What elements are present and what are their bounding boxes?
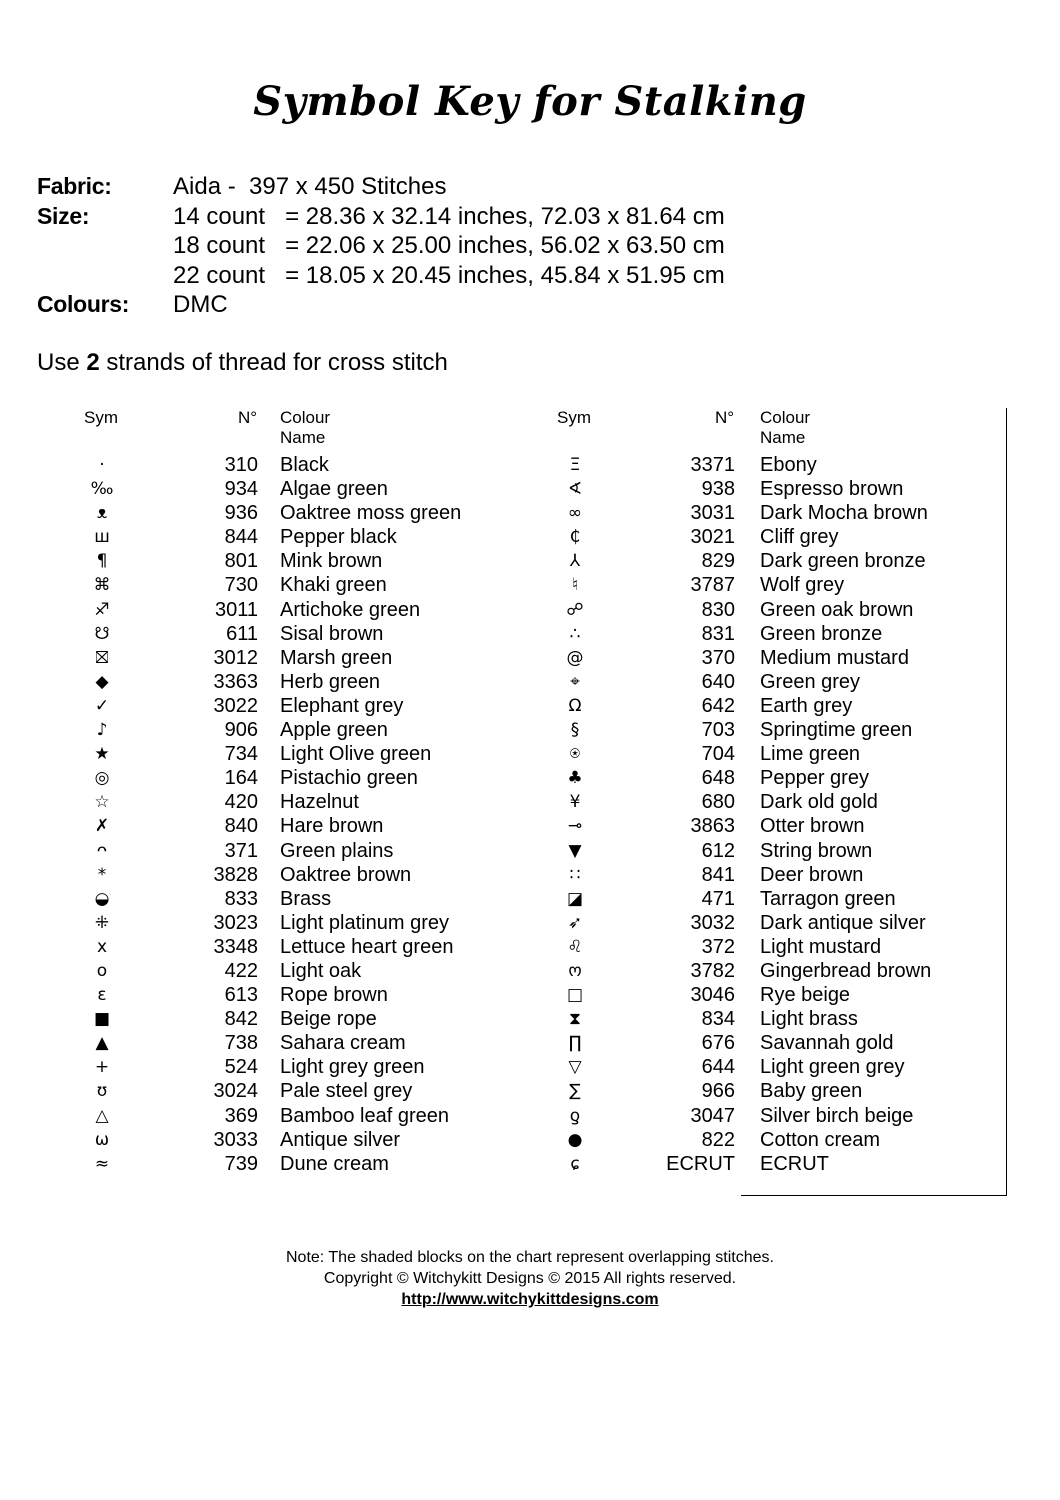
colour-name-cell: Lettuce heart green bbox=[280, 935, 454, 958]
colour-name-cell: Lime green bbox=[760, 743, 861, 766]
symbol-cell: ⁜ bbox=[94, 912, 110, 933]
symbol-cell: ☍ bbox=[566, 599, 584, 620]
symbol-cell: Ω bbox=[568, 695, 582, 716]
symbol-cell: ∞ bbox=[567, 503, 583, 524]
header-num: N° bbox=[238, 408, 258, 427]
colour-name-cell: Otter brown bbox=[760, 815, 865, 838]
number-cell: 3022 bbox=[213, 694, 258, 717]
number-cell: 966 bbox=[701, 1080, 735, 1103]
number-cell: 3046 bbox=[690, 984, 735, 1007]
number-cell: 3371 bbox=[690, 454, 735, 476]
symbol-cell: ♐ bbox=[94, 599, 110, 620]
colour-name-cell: Algae green bbox=[280, 478, 388, 501]
colour-name-cell: Khaki green bbox=[280, 574, 387, 597]
number-cell: 703 bbox=[701, 719, 735, 742]
website-link[interactable]: http://www.witchykittdesigns.com bbox=[401, 1291, 659, 1308]
number-cell: 369 bbox=[224, 1104, 258, 1127]
symbol-cell: ⍟ bbox=[569, 744, 581, 765]
colour-name-cell: Sisal brown bbox=[280, 622, 384, 645]
spec-label bbox=[37, 261, 173, 291]
spec-value: 22 count = 18.05 x 20.45 inches, 45.84 x 51.95 cm bbox=[173, 261, 725, 289]
number-cell: 739 bbox=[224, 1152, 258, 1175]
colour-name-cell: Dark Mocha brown bbox=[760, 502, 928, 525]
colour-name-cell: Pepper grey bbox=[760, 767, 869, 790]
number-cell: 310 bbox=[224, 454, 258, 476]
header-name: Colour Name bbox=[760, 408, 811, 447]
strands-after: strands of thread for cross stitch bbox=[99, 349, 448, 376]
colour-name-cell: Marsh green bbox=[280, 646, 393, 669]
number-cell: 3782 bbox=[690, 959, 735, 982]
colour-name-cell: Savannah gold bbox=[760, 1032, 894, 1055]
colour-name-cell: Pistachio green bbox=[280, 767, 418, 790]
symbol-cell: ♪ bbox=[96, 720, 108, 741]
number-cell: 3828 bbox=[213, 863, 258, 886]
colour-name-cell: Dark antique silver bbox=[760, 911, 926, 934]
number-cell: 648 bbox=[701, 767, 735, 790]
colour-name-cell: Ebony bbox=[760, 454, 817, 476]
number-cell: 936 bbox=[224, 502, 258, 525]
symbol-cell: + bbox=[94, 1057, 110, 1078]
colour-name-cell: Springtime green bbox=[760, 719, 913, 742]
colour-name-cell: Light platinum grey bbox=[280, 911, 449, 934]
number-cell: 640 bbox=[701, 670, 735, 693]
symbol-cell: ‰ bbox=[90, 479, 114, 500]
colour-name-cell: Bamboo leaf green bbox=[280, 1104, 450, 1127]
symbol-cell: ♣ bbox=[567, 768, 583, 789]
symbol-cell: ∏ bbox=[568, 1033, 582, 1054]
symbol-cell: ƍ bbox=[569, 1105, 581, 1126]
table-border-right bbox=[1006, 408, 1007, 1196]
number-cell: 3348 bbox=[213, 935, 258, 958]
number-cell: 738 bbox=[224, 1032, 258, 1055]
colour-name-cell: ECRUT bbox=[760, 1152, 829, 1175]
header-sym: Sym bbox=[557, 408, 591, 427]
symbol-cell: Ξ bbox=[569, 455, 581, 475]
symbol-cell: ◪ bbox=[566, 888, 584, 909]
symbol-cell: ▲ bbox=[95, 1033, 109, 1054]
header-sym: Sym bbox=[84, 408, 118, 427]
number-cell: 934 bbox=[224, 478, 258, 501]
table-border-bottom bbox=[741, 1195, 1007, 1196]
number-cell: ECRUT bbox=[666, 1152, 735, 1175]
symbol-cell: ∷ bbox=[569, 864, 581, 885]
number-cell: 842 bbox=[224, 1008, 258, 1031]
symbol-cell: ≈ bbox=[94, 1153, 110, 1174]
symbol-cell: ₵ bbox=[569, 527, 581, 548]
number-cell: 372 bbox=[701, 935, 735, 958]
number-cell: 471 bbox=[701, 887, 735, 910]
colour-name-cell: Black bbox=[280, 454, 329, 476]
symbol-cell: * bbox=[97, 864, 107, 885]
symbol-cell: ⌖ bbox=[570, 671, 580, 692]
number-cell: 822 bbox=[701, 1128, 735, 1151]
number-cell: 938 bbox=[701, 478, 735, 501]
colour-name-cell: Dark old gold bbox=[760, 791, 878, 814]
colour-name-cell: Antique silver bbox=[280, 1128, 401, 1151]
spec-value: DMC bbox=[173, 291, 228, 318]
colour-name-cell: Light grey green bbox=[280, 1056, 425, 1079]
header-num: N° bbox=[715, 408, 735, 427]
number-cell: 371 bbox=[224, 839, 258, 862]
symbol-cell: ᴖ bbox=[96, 840, 108, 861]
number-cell: 3363 bbox=[213, 670, 258, 693]
colour-name-cell: Green grey bbox=[760, 670, 861, 693]
colour-name-cell: Wolf grey bbox=[760, 574, 845, 597]
number-cell: 611 bbox=[226, 622, 258, 645]
number-cell: 524 bbox=[224, 1056, 258, 1079]
symbol-cell: ω bbox=[94, 1129, 110, 1150]
number-cell: 801 bbox=[224, 550, 258, 573]
colour-name-cell: Silver birch beige bbox=[760, 1104, 914, 1127]
number-cell: 680 bbox=[701, 791, 735, 814]
spec-row-colours bbox=[37, 290, 725, 320]
pattern-specs bbox=[37, 172, 725, 320]
number-cell: 644 bbox=[701, 1056, 735, 1079]
number-cell: 906 bbox=[224, 719, 258, 742]
symbol-cell: o bbox=[96, 960, 108, 981]
header-name: Colour Name bbox=[280, 408, 331, 447]
number-cell: 841 bbox=[701, 863, 735, 886]
symbol-cell: ■ bbox=[93, 1009, 111, 1030]
colour-name-cell: Apple green bbox=[280, 719, 388, 742]
colour-name-cell: Medium mustard bbox=[760, 646, 909, 669]
colour-name-cell: Hazelnut bbox=[280, 791, 359, 814]
colour-name-cell: String brown bbox=[760, 839, 873, 862]
colour-name-cell: Light mustard bbox=[760, 935, 882, 958]
spec-label: Fabric: bbox=[37, 173, 112, 199]
colour-name-cell: Cotton cream bbox=[760, 1128, 881, 1151]
strands-count: 2 bbox=[86, 349, 100, 376]
symbol-cell: ⌘ bbox=[93, 575, 111, 596]
number-cell: 3011 bbox=[214, 598, 258, 621]
symbol-cell: ☆ bbox=[94, 792, 110, 813]
colour-name-cell: Herb green bbox=[280, 670, 381, 693]
symbol-cell: · bbox=[99, 455, 105, 475]
spec-value: 14 count = 28.36 x 32.14 inches, 72.03 x 81.64 cm bbox=[173, 202, 725, 230]
symbol-cell: § bbox=[570, 720, 580, 741]
number-cell: 676 bbox=[701, 1032, 735, 1055]
symbol-cell: ◎ bbox=[94, 768, 110, 789]
number-cell: 3047 bbox=[690, 1104, 735, 1127]
number-cell: 833 bbox=[224, 887, 258, 910]
symbol-cell: ∴ bbox=[569, 623, 581, 644]
symbol-cell: ⧗ bbox=[569, 1009, 581, 1030]
number-cell: 3033 bbox=[213, 1128, 258, 1151]
colour-name-cell: Sahara cream bbox=[280, 1032, 406, 1055]
symbol-cell: ★ bbox=[94, 744, 110, 765]
footer-copyright: Copyright © Witchykitt Designs © 2015 All rights reserved. bbox=[323, 1270, 737, 1287]
colour-name-cell: Dune cream bbox=[280, 1152, 389, 1175]
colour-name-cell: Green oak brown bbox=[760, 598, 914, 621]
symbol-cell: ∢ bbox=[567, 479, 583, 500]
colour-name-cell: Brass bbox=[280, 887, 332, 910]
number-cell: 840 bbox=[224, 815, 258, 838]
symbol-cell: ◒ bbox=[94, 888, 110, 909]
symbol-cell: ∑ bbox=[569, 1081, 581, 1102]
colour-name-cell: Cliff grey bbox=[760, 526, 839, 549]
symbol-cell: ო bbox=[568, 960, 582, 981]
colour-name-cell: Pepper black bbox=[280, 526, 397, 549]
number-cell: 3031 bbox=[690, 502, 735, 525]
spec-value: 18 count = 22.06 x 25.00 inches, 56.02 x 63.50 cm bbox=[173, 232, 725, 259]
symbol-cell: x bbox=[96, 936, 108, 957]
number-cell: 3023 bbox=[213, 911, 258, 934]
number-cell: 3021 bbox=[690, 526, 735, 549]
spec-label: Size: bbox=[37, 202, 90, 229]
number-cell: 420 bbox=[224, 791, 258, 814]
number-cell: 612 bbox=[701, 839, 735, 862]
number-cell: 704 bbox=[701, 743, 735, 766]
colour-name-cell: Hare brown bbox=[280, 815, 384, 838]
colour-name-cell: Rope brown bbox=[280, 984, 388, 1007]
number-cell: 834 bbox=[701, 1008, 735, 1031]
colour-name-cell: Light Olive green bbox=[280, 743, 432, 766]
spec-label bbox=[37, 231, 173, 261]
colour-name-cell: Mink brown bbox=[280, 550, 383, 573]
number-cell: 370 bbox=[701, 646, 735, 669]
symbol-cell: ᴥ bbox=[96, 503, 108, 524]
colour-name-cell: Gingerbread brown bbox=[760, 959, 932, 982]
spec-row-size-14 bbox=[37, 202, 725, 232]
colour-name-cell: Oaktree brown bbox=[280, 863, 412, 886]
symbol-cell: ▼ bbox=[568, 840, 582, 861]
colour-name-cell: Light brass bbox=[760, 1008, 858, 1031]
number-cell: 642 bbox=[701, 694, 735, 717]
symbol-cell: ☋ bbox=[94, 623, 110, 644]
symbol-cell: ♮ bbox=[571, 575, 579, 596]
number-cell: 3024 bbox=[213, 1080, 258, 1103]
number-cell: 831 bbox=[701, 622, 735, 645]
number-cell: 3012 bbox=[213, 646, 258, 669]
colour-name-cell: Dark green bronze bbox=[760, 550, 926, 573]
page-title: Symbol Key for Stalking bbox=[253, 78, 807, 125]
symbol-cell: ♌ bbox=[567, 936, 583, 957]
symbol-cell: @ bbox=[566, 647, 584, 668]
spec-label: Colours: bbox=[37, 291, 130, 317]
spec-row-size-22 bbox=[37, 261, 725, 291]
symbol-cell: ◆ bbox=[95, 671, 109, 692]
symbol-cell: ⊸ bbox=[567, 816, 583, 837]
colour-name-cell: Pale steel grey bbox=[280, 1080, 413, 1103]
colour-name-cell: Light green grey bbox=[760, 1056, 905, 1079]
symbol-cell: ✓ bbox=[94, 695, 110, 716]
spec-value: Aida - 397 x 450 Stitches bbox=[173, 173, 447, 200]
number-cell: 734 bbox=[224, 743, 258, 766]
number-cell: 3863 bbox=[690, 815, 735, 838]
colour-name-cell: Rye beige bbox=[760, 984, 851, 1007]
symbol-cell: ✗ bbox=[94, 816, 110, 837]
symbol-cell: □ bbox=[566, 985, 584, 1006]
colour-name-cell: Espresso brown bbox=[760, 478, 904, 501]
symbol-cell: ʊ bbox=[96, 1081, 108, 1102]
symbol-cell: ⛝ bbox=[95, 647, 109, 668]
colour-name-cell: Baby green bbox=[760, 1080, 863, 1103]
colour-name-cell: Deer brown bbox=[760, 863, 864, 886]
number-cell: 3032 bbox=[690, 911, 735, 934]
colour-name-cell: Tarragon green bbox=[760, 887, 896, 910]
symbol-cell: ⅄ bbox=[569, 551, 581, 572]
spec-row-size-18 bbox=[37, 231, 725, 261]
colour-name-cell: Oaktree moss green bbox=[280, 502, 462, 525]
number-cell: 844 bbox=[224, 526, 258, 549]
colour-name-cell: Green plains bbox=[280, 839, 394, 862]
footer bbox=[0, 1247, 1060, 1310]
symbol-cell: ¶ bbox=[96, 551, 108, 572]
colour-name-cell: Elephant grey bbox=[280, 694, 404, 717]
number-cell: 3787 bbox=[690, 574, 735, 597]
symbol-cell: △ bbox=[95, 1105, 109, 1126]
strands-before: Use bbox=[37, 349, 87, 376]
number-cell: 422 bbox=[224, 959, 258, 982]
symbol-cell: ɕ bbox=[570, 1153, 580, 1174]
number-cell: 730 bbox=[224, 574, 258, 597]
symbol-cell: ш bbox=[94, 527, 110, 548]
footer-note: Note: The shaded blocks on the chart represent overlapping stitches. bbox=[286, 1249, 774, 1266]
colour-name-cell: Artichoke green bbox=[280, 598, 421, 621]
symbol-cell: ▽ bbox=[568, 1057, 582, 1078]
symbol-cell: ɛ bbox=[97, 985, 107, 1006]
spec-row-fabric bbox=[37, 172, 725, 202]
number-cell: 830 bbox=[701, 598, 735, 621]
symbol-cell: ¥ bbox=[569, 792, 581, 813]
symbol-cell: ➶ bbox=[567, 912, 583, 933]
colour-name-cell: Light oak bbox=[280, 959, 362, 982]
number-cell: 613 bbox=[224, 984, 258, 1007]
number-cell: 164 bbox=[224, 767, 258, 790]
strands-instruction bbox=[37, 349, 448, 377]
colour-name-cell: Beige rope bbox=[280, 1008, 377, 1031]
symbol-cell: ● bbox=[567, 1129, 583, 1150]
colour-name-cell: Earth grey bbox=[760, 694, 853, 717]
colour-name-cell: Green bronze bbox=[760, 622, 883, 645]
number-cell: 829 bbox=[701, 550, 735, 573]
